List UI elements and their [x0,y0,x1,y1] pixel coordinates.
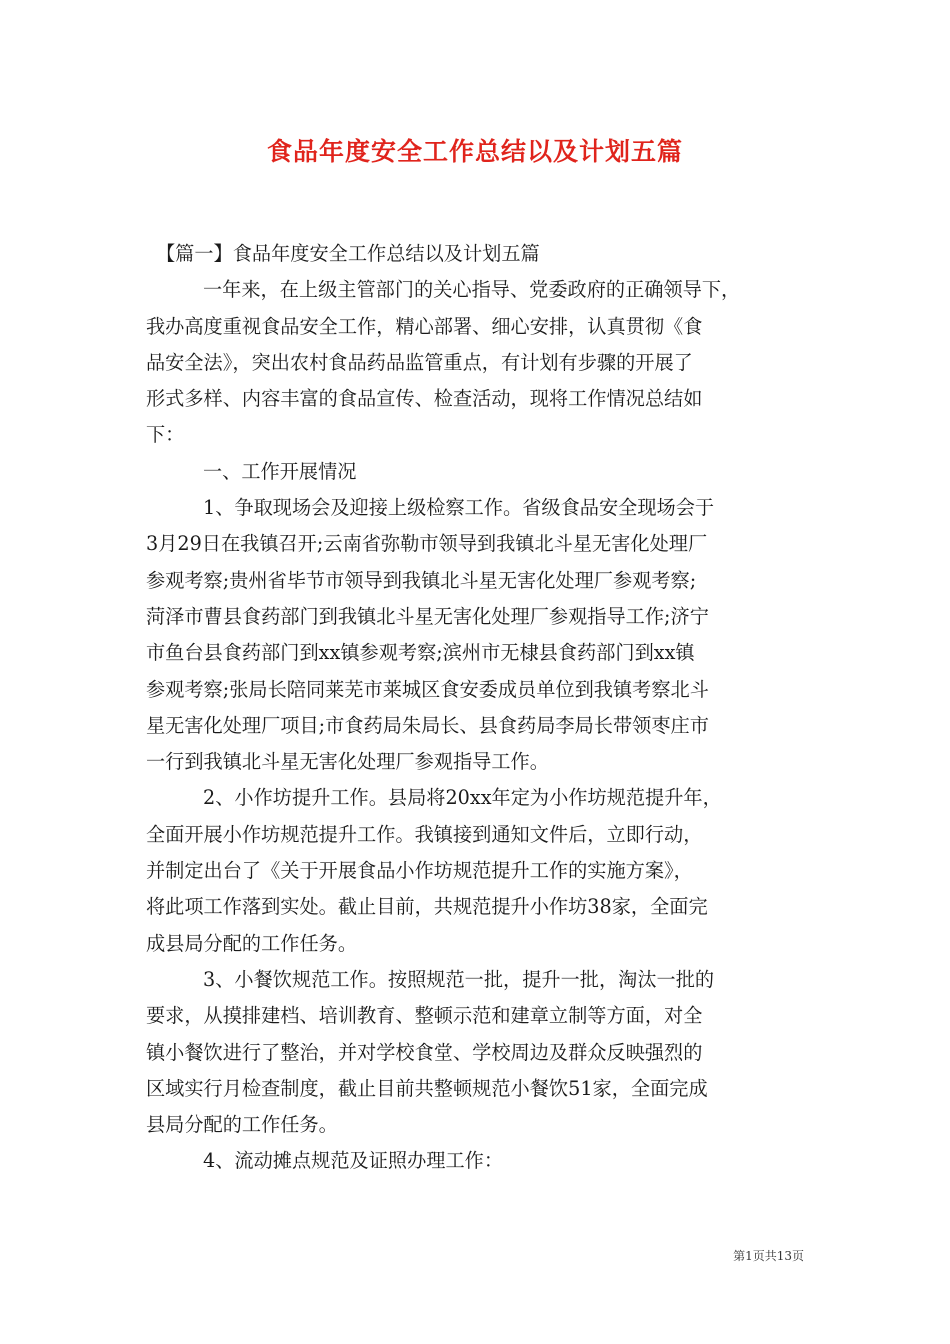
paragraph-line: 我办高度重视食品安全工作，精心部署、细心安排，认真贯彻《食 [146,314,703,338]
paragraph-line: 星无害化处理厂项目;市食药局朱局长、县食药局李局长带领枣庄市 [146,713,709,737]
paragraph-line: 形式多样、内容丰富的食品宣传、检查活动，现将工作情况总结如 [146,387,703,411]
paragraph-line: 参观考察;贵州省毕节市领导到我镇北斗星无害化处理厂参观考察; [146,568,697,592]
paragraph-line: 4、流动摊点规范及证照办理工作： [203,1149,504,1173]
section-heading: 【篇一】食品年度安全工作总结以及计划五篇 [156,242,540,265]
paragraph-line: 3月29日在我镇召开;云南省弥勒市领导到我镇北斗星无害化处理厂 [146,532,708,556]
paragraph-line: 镇小餐饮进行了整治，并对学校食堂、学校周边及群众反映强烈的 [146,1040,703,1064]
paragraph-line: 下： [146,423,185,447]
paragraph-line: 一年来，在上级主管部门的关心指导、党委政府的正确领导下， [203,278,741,302]
paragraph-line: 要求，从摸排建档、培训教育、整顿示范和建章立制等方面，对全 [146,1004,703,1028]
paragraph-line: 2、小作坊提升工作。县局将20xx年定为小作坊规范提升年， [203,786,722,810]
paragraph-line: 县局分配的工作任务。 [146,1113,338,1137]
paragraph-line: 3、小餐饮规范工作。按照规范一批，提升一批，淘汰一批的 [203,967,715,991]
subsection-heading: 一、工作开展情况 [203,459,357,483]
paragraph-line: 品安全法》，突出农村食品药品监管重点，有计划有步骤的开展了 [146,350,693,374]
paragraph-line: 成县局分配的工作任务。 [146,931,358,955]
paragraph-line: 一行到我镇北斗星无害化处理厂参观指导工作。 [146,750,549,774]
paragraph-line: 1、争取现场会及迎接上级检察工作。省级食品安全现场会于 [203,496,715,520]
paragraph-line: 全面开展小作坊规范提升工作。我镇接到通知文件后，立即行动， [146,822,703,846]
paragraph-line: 区域实行月检查制度，截止目前共整顿规范小餐饮51家，全面完成 [146,1076,708,1100]
paragraph-line: 将此项工作落到实处。截止目前，共规范提升小作坊38家，全面完 [146,895,708,919]
paragraph-line: 参观考察;张局长陪同莱芜市莱城区食安委成员单位到我镇考察北斗 [146,677,709,701]
paragraph-line: 并制定出台了《关于开展食品小作坊规范提升工作的实施方案》， [146,859,693,883]
page-number: 第1页共13页 [733,1249,804,1263]
paragraph-line: 菏泽市曹县食药部门到我镇北斗星无害化处理厂参观指导工作;济宁 [146,604,709,628]
page-title: 食品年度安全工作总结以及计划五篇 [266,137,683,166]
document-body [146,236,808,1180]
paragraph-line: 市鱼台县食药部门到xx镇参观考察;滨州市无棣县食药部门到xx镇 [146,641,695,665]
